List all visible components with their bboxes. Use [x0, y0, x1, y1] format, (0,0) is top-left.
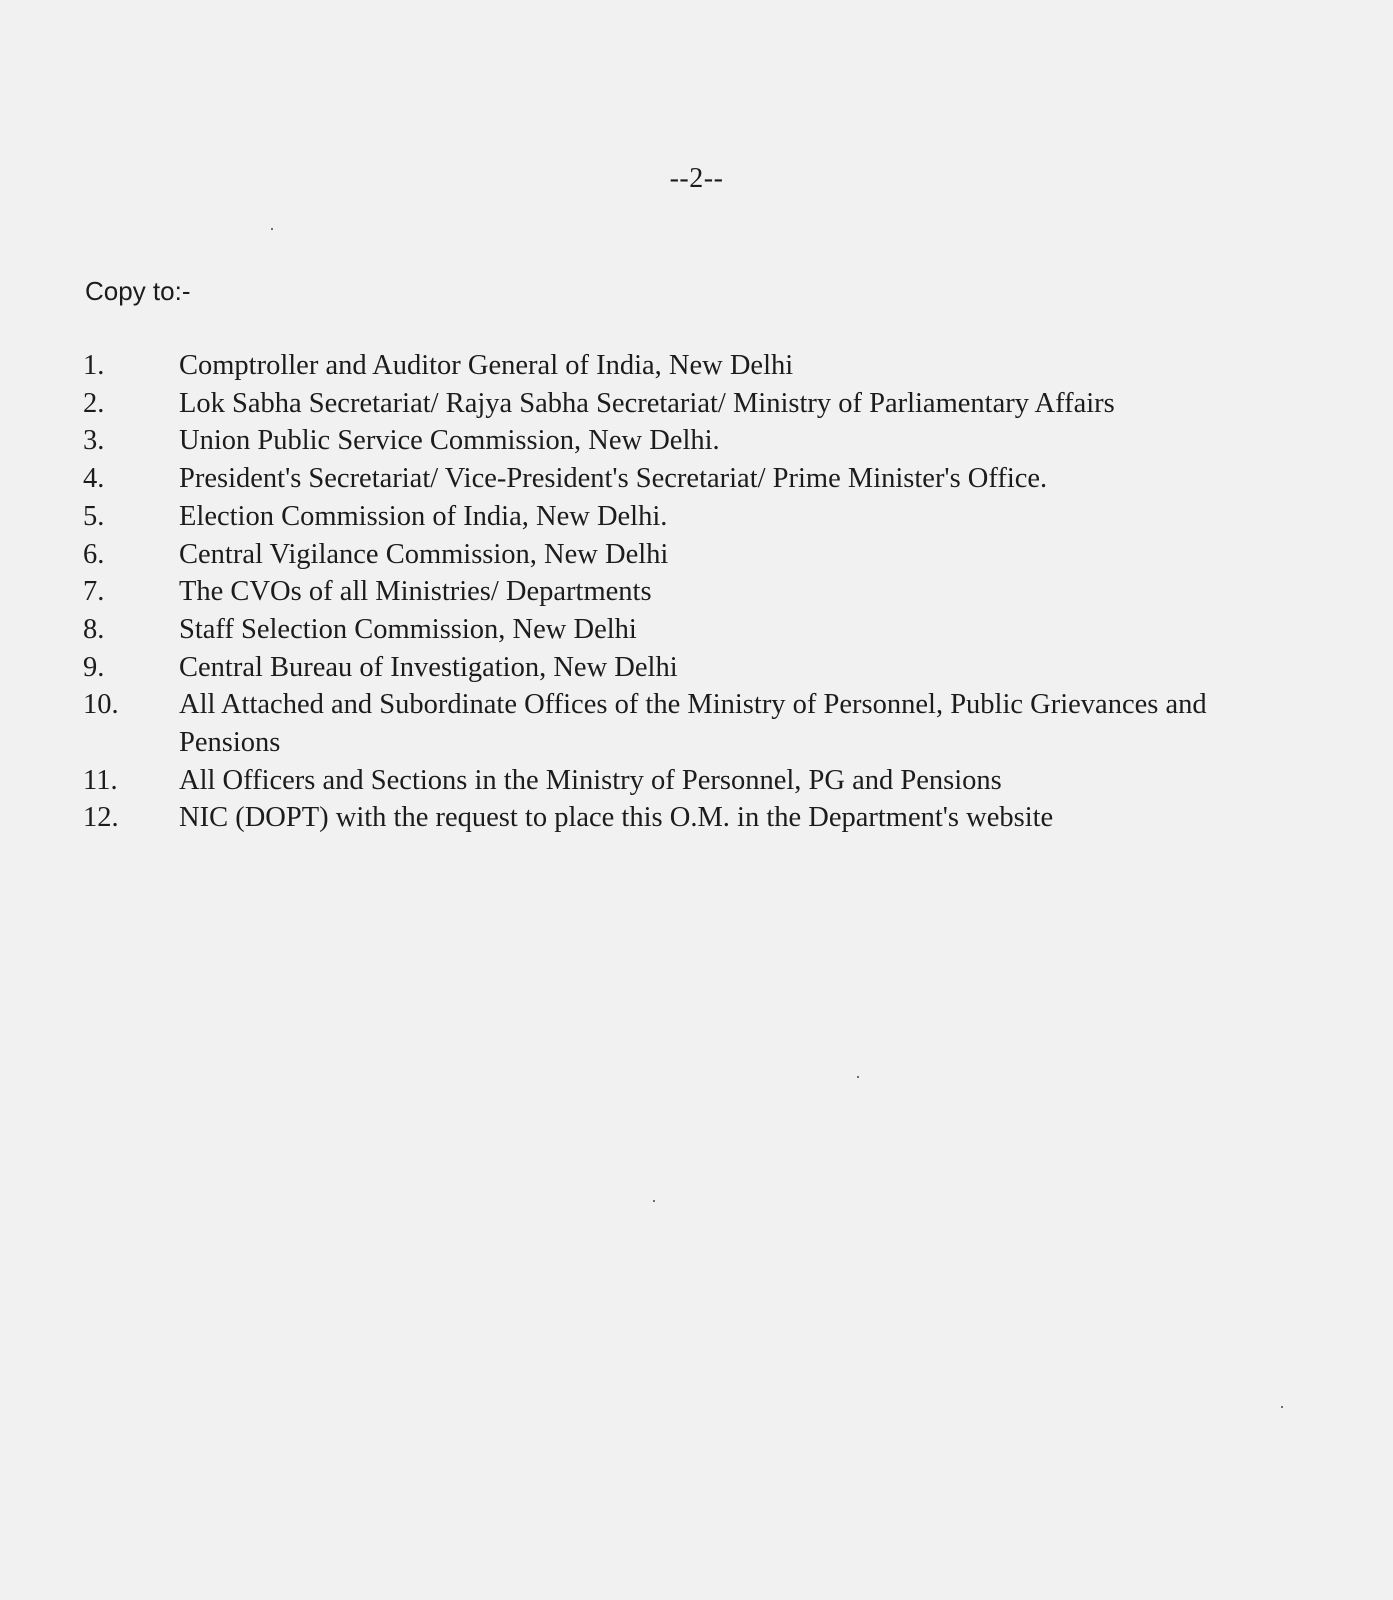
- item-text: Central Bureau of Investigation, New Delhi: [179, 651, 678, 683]
- scan-speck: [653, 1200, 655, 1202]
- item-number: 4.: [83, 463, 105, 495]
- list-item: [83, 498, 1299, 536]
- item-text: All Officers and Sections in the Ministry of Personnel, PG and Pensions: [179, 764, 1002, 796]
- item-number: 7.: [83, 576, 105, 608]
- list-item: [83, 385, 1299, 423]
- item-text: President's Secretariat/ Vice-President's Secretariat/ Prime Minister's Office.: [179, 463, 1048, 495]
- scan-speck: [1281, 1406, 1283, 1408]
- item-number: 3.: [83, 425, 105, 457]
- list-item: [83, 573, 1299, 611]
- page-number: --2--: [669, 163, 724, 194]
- item-text: Lok Sabha Secretariat/ Rajya Sabha Secretariat/ Ministry of Parliamentary Affairs: [179, 387, 1115, 419]
- list-item: [83, 611, 1299, 649]
- scan-speck: [271, 228, 273, 230]
- list-item: [83, 799, 1299, 837]
- item-text: Union Public Service Commission, New Delhi.: [179, 425, 720, 457]
- item-number: 2.: [83, 387, 105, 419]
- scan-speck: [857, 1076, 859, 1078]
- item-number: 5.: [83, 500, 105, 532]
- item-number: 6.: [83, 538, 105, 570]
- item-text: Central Vigilance Commission, New Delhi: [179, 538, 669, 570]
- item-text: Election Commission of India, New Delhi.: [179, 500, 668, 532]
- copy-to-heading: Copy to:-: [85, 276, 191, 306]
- item-text: Comptroller and Auditor General of India, New Delhi: [179, 350, 794, 381]
- item-text: The CVOs of all Ministries/ Departments: [179, 576, 652, 608]
- list-item: [83, 347, 1299, 385]
- list-item: [83, 536, 1299, 574]
- item-number: 1.: [83, 350, 105, 381]
- item-number: 12.: [83, 802, 119, 834]
- item-number: 9.: [83, 651, 105, 683]
- recipient-list: [83, 347, 1299, 837]
- item-text: All Attached and Subordinate Offices of the Ministry of Personnel, Public Grievances and Pensions: [179, 689, 1207, 759]
- list-item: [83, 649, 1299, 687]
- list-item: [83, 762, 1299, 800]
- item-text: NIC (DOPT) with the request to place this O.M. in the Department's website: [179, 802, 1054, 834]
- item-number: 11.: [83, 764, 118, 796]
- item-number: 10.: [83, 689, 119, 721]
- list-item: [83, 686, 1299, 761]
- list-item: [83, 422, 1299, 460]
- item-number: 8.: [83, 613, 105, 645]
- item-text: Staff Selection Commission, New Delhi: [179, 613, 637, 645]
- list-item: [83, 460, 1299, 498]
